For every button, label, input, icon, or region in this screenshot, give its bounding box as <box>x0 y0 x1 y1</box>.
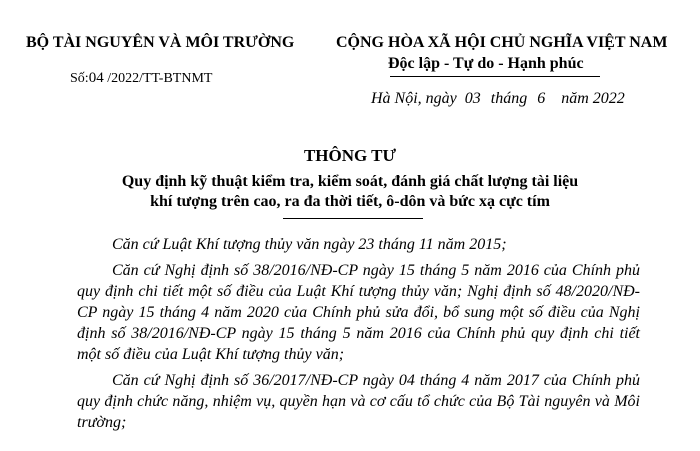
preamble-paragraph: Căn cứ Luật Khí tượng thủy văn ngày 23 tháng 11 năm 2015; <box>112 236 507 253</box>
issuing-ministry: BỘ TÀI NGUYÊN VÀ MÔI TRƯỜNG <box>26 34 295 51</box>
date-place: Hà Nội, ngày <box>371 90 457 107</box>
document-type-title: THÔNG TƯ <box>303 146 397 165</box>
subject-line-1: Quy định kỹ thuật kiểm tra, kiểm soát, đánh giá chất lượng tài liệu <box>121 173 579 190</box>
subject-underline <box>283 218 423 219</box>
date-month: 6 <box>537 90 546 107</box>
date-day: 03 <box>464 90 481 107</box>
country-name: CỘNG HÒA XÃ HỘI CHỦ NGHĨA VIỆT NAM <box>336 34 668 51</box>
subject-line-2: khí tượng trên cao, ra đa thời tiết, ô-dôn và bức xạ cực tím <box>150 193 550 210</box>
document-number <box>70 70 212 87</box>
national-motto: Độc lập - Tự do - Hạnh phúc <box>388 55 584 72</box>
issue-date <box>371 90 625 108</box>
preamble-paragraph: Căn cứ Nghị định số 38/2016/NĐ-CP ngày 15 tháng 5 năm 2016 của Chính phủ quy định chi tiết một số điều của Luật Khí tượng thủy văn; Nghị định số 48/2020/NĐ-CP ngày 15 tháng 4 năm 2020 của Chính phủ sửa đổi, bổ sung một số điều của Nghị định số 38/2016/NĐ-CP ngày 15 tháng 5 năm 2016 của Chính phủ quy định chi tiết một số điều của Luật Khí tượng thủy văn; <box>77 262 640 363</box>
doc-number-prefix: Số: <box>70 71 89 86</box>
doc-number-suffix: /2022/TT-BTNMT <box>103 71 213 86</box>
preamble <box>77 234 640 433</box>
motto-underline <box>390 76 600 77</box>
date-month-label: tháng <box>490 90 528 107</box>
preamble-paragraph: Căn cứ Nghị định số 36/2017/NĐ-CP ngày 04 tháng 4 năm 2017 của Chính phủ quy định chức năng, nhiệm vụ, quyền hạn và cơ cấu tổ chức của Bộ Tài nguyên và Môi trường; <box>77 372 640 431</box>
doc-number-value: 04 <box>88 70 104 86</box>
date-year: năm 2022 <box>561 90 625 107</box>
